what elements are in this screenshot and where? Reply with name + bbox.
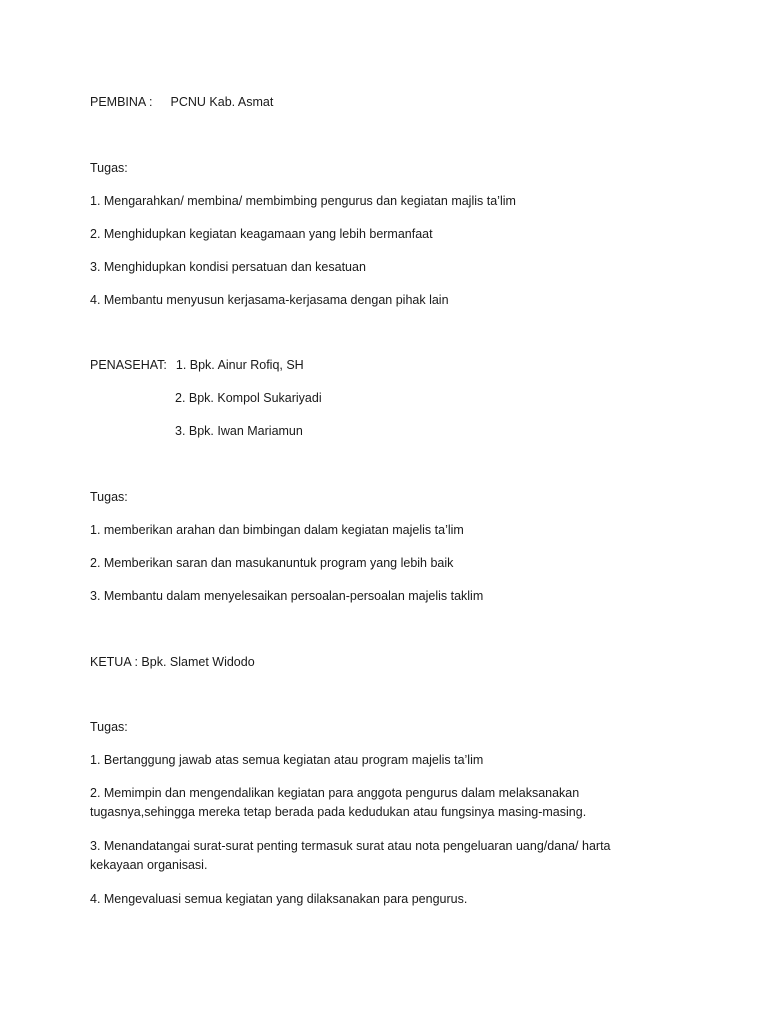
penasehat-member: 2. Bpk. Kompol Sukariyadi <box>175 391 322 405</box>
penasehat-member: 1. Bpk. Ainur Rofiq, SH <box>175 358 304 372</box>
penasehat-tugas-item: 1. memberikan arahan dan bimbingan dalam kegiatan majelis ta’lim <box>90 523 464 537</box>
penasehat-tugas-heading: Tugas: <box>90 490 128 504</box>
ketua-line: KETUA : Bpk. Slamet Widodo <box>90 655 255 669</box>
ketua-tugas-item: 4. Mengevaluasi semua kegiatan yang dilaksanakan para pengurus. <box>90 892 468 906</box>
ketua-tugas-item: 2. Memimpin dan mengendalikan kegiatan para anggota pengurus dalam melaksanakan tugasnya,sehingga mereka tetap berada pada kedudukan atau fungsinya masing-masing. <box>90 786 587 819</box>
pembina-tugas-item: 1. Mengarahkan/ membina/ membimbing pengurus dan kegiatan majlis ta’lim <box>90 194 516 208</box>
penasehat-line <box>90 356 304 375</box>
penasehat-member: 3. Bpk. Iwan Mariamun <box>175 424 303 438</box>
ketua-tugas-item: 1. Bertanggung jawab atas semua kegiatan atau program majelis ta’lim <box>90 753 484 767</box>
pembina-label: PEMBINA : <box>90 95 153 109</box>
pembina-line <box>90 93 273 112</box>
ketua-tugas-item: 3. Menandatangai surat-surat penting termasuk surat atau nota pengeluaran uang/dana/ harta kekayaan organisasi. <box>90 839 611 872</box>
pembina-tugas-item: 2. Menghidupkan kegiatan keagamaan yang lebih bermanfaat <box>90 227 433 241</box>
penasehat-tugas-item: 3. Membantu dalam menyelesaikan persoalan-persoalan majelis taklim <box>90 589 484 603</box>
pembina-tugas-item: 4. Membantu menyusun kerjasama-kerjasama dengan pihak lain <box>90 293 449 307</box>
ketua-tugas-heading: Tugas: <box>90 720 128 734</box>
pembina-value: PCNU Kab. Asmat <box>170 95 274 109</box>
penasehat-label: PENASEHAT: <box>90 358 167 372</box>
penasehat-tugas-item: 2. Memberikan saran dan masukanuntuk program yang lebih baik <box>90 556 454 570</box>
pembina-tugas-item: 3. Menghidupkan kondisi persatuan dan kesatuan <box>90 260 366 274</box>
pembina-tugas-heading: Tugas: <box>90 161 128 175</box>
